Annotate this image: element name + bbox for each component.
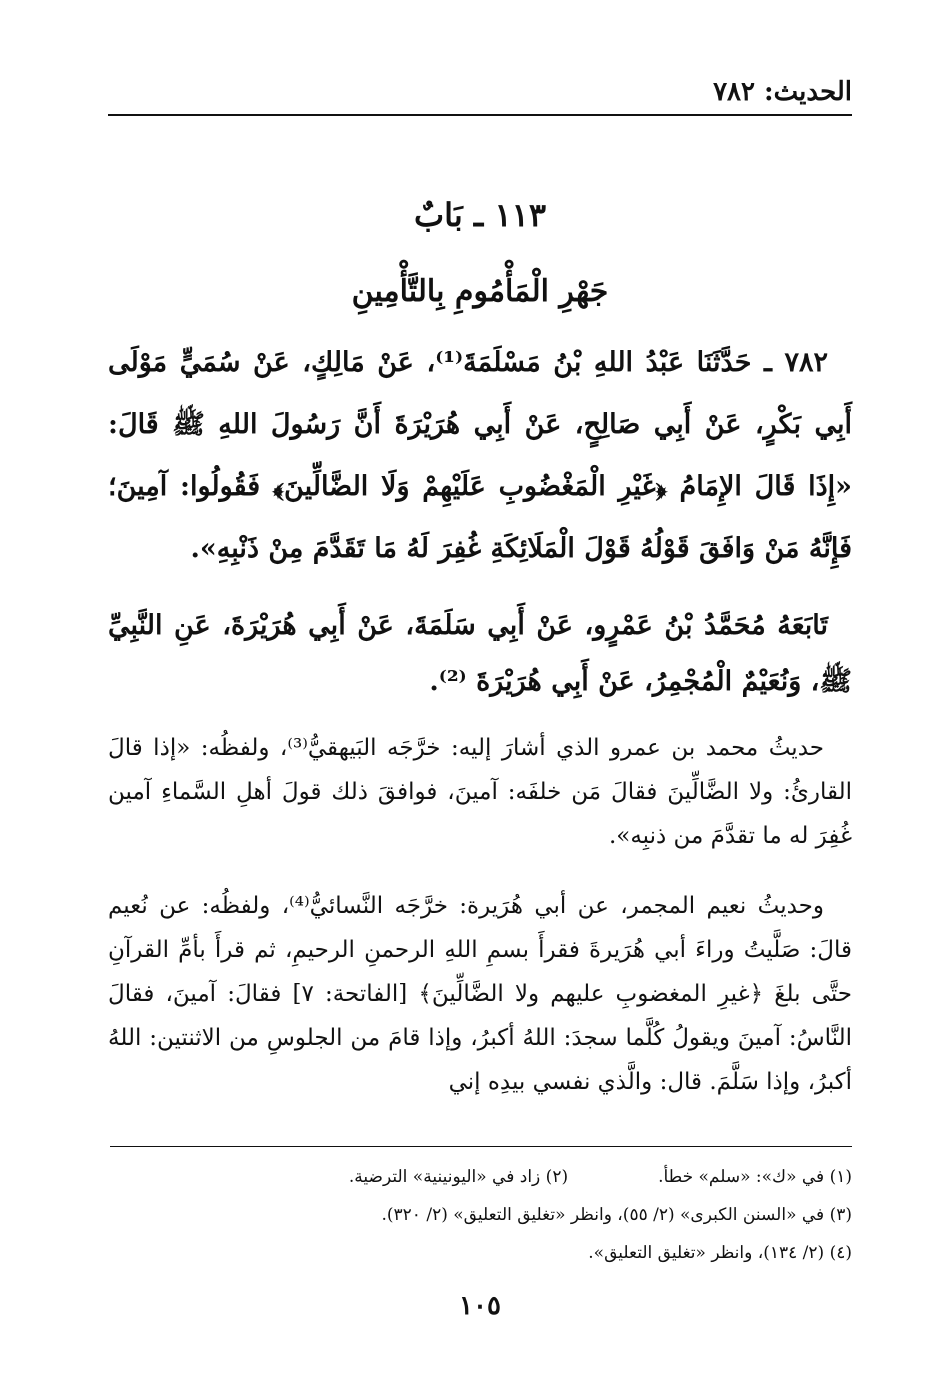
hadith-mutabaah: تَابَعَهُ مُحَمَّدُ بْنُ عَمْرٍو، عَنْ أَبِي سَلَمَةَ، عَنْ أَبِي هُرَيْرَةَ، عَنِ النَّبِيِّ ﷺ، وَنُعَيْمٌ الْمُجْمِرُ، عَنْ أَبِي هُرَيْرَةَ ⁽²⁾. [108,610,852,697]
footnote-row [108,1196,852,1234]
running-header: الحديث: ٧٨٢ [713,77,852,107]
footnote-1: (١) في «ك»: «سلم» خطأ. [658,1167,852,1187]
page-number: ١٠٥ [459,1291,501,1321]
footnote-row [108,1234,852,1272]
header-divider [108,114,852,116]
book-page [108,0,852,1374]
chapter-title: ١١٣ ـ بَابٌ [414,196,546,234]
footnote-2: (٢) زاد في «اليونينية» الترضية. [348,1167,569,1187]
hadith-text: ٧٨٢ ـ حَدَّثَنَا عَبْدُ اللهِ بْنُ مَسْلَمَةَ⁽¹⁾، عَنْ مَالِكٍ، عَنْ سُمَيٍّ مَوْلَى أَبِي بَكْرٍ، عَنْ أَبِي صَالِحٍ، عَنْ أَبِي هُرَيْرَةَ أَنَّ رَسُولَ اللهِ ﷺ قَالَ: «إِذَا قَالَ الإِمَامُ ﴿غَيْرِ الْمَغْضُوبِ عَلَيْهِمْ وَلَا الضَّالِّينَ﴾ فَقُولُوا: آمِينَ؛ فَإِنَّهُ مَنْ وَافَقَ قَوْلُهُ قَوْلَ الْمَلَائِكَةِ غُفِرَ لَهُ مَا تَقَدَّمَ مِنْ ذَنْبِهِ». [108,347,852,564]
chapter-subtitle: جَهْرِ الْمَأْمُومِ بِالتَّأْمِينِ [351,274,609,309]
footnote-divider [110,1146,852,1147]
commentary-paragraph: وحديثُ نعيم المجمر، عن أبي هُرَيرة: خرَّجَه النَّسائيُّ⁽⁴⁾، ولفظُه: عن نُعيم قالَ: صَلَّيتُ وراءَ أبي هُرَيرةَ فقرأَ بسمِ اللهِ الرحمنِ الرحيمِ، ثم قرأَ بأمِّ القرآنِ حتَّى بلغَ ﴿غيرِ المغضوبِ عليهم ولا الضَّالِّينَ﴾ [الفاتحة: ٧] فقالَ: آمينَ، فقالَ النَّاسُ: آمينَ ويقولُ كُلَّما سجدَ: اللهُ أكبرُ، وإذا قامَ من الجلوسِ من الاثنتين: اللهُ أكبرُ، وإذا سَلَّمَ. قال: والَّذي نفسي بيدِه إني [108,893,852,1095]
commentary-paragraph: حديثُ محمد بن عمرو الذي أشارَ إليه: خرَّجَه البَيهقيُّ⁽³⁾، ولفظُه: «إذا قالَ القارئُ: ولا الضَّالِّينَ فقالَ مَن خلفَه: آمينَ، فوافقَ ذلك قولَ أهلِ السَّماءِ آمين غُفِرَ له ما تقدَّمَ من ذنبِه». [108,735,852,849]
footnote-3: (٣) في «السنن الكبرى» (٢/ ٥٥)، وانظر «تغليق التعليق» (٢/ ٣٢٠). [381,1205,852,1225]
footnote-row [108,1158,852,1196]
footnote-4: (٤) (٢/ ١٣٤)، وانظر «تغليق التعليق». [588,1243,852,1263]
footnotes [108,1158,852,1272]
